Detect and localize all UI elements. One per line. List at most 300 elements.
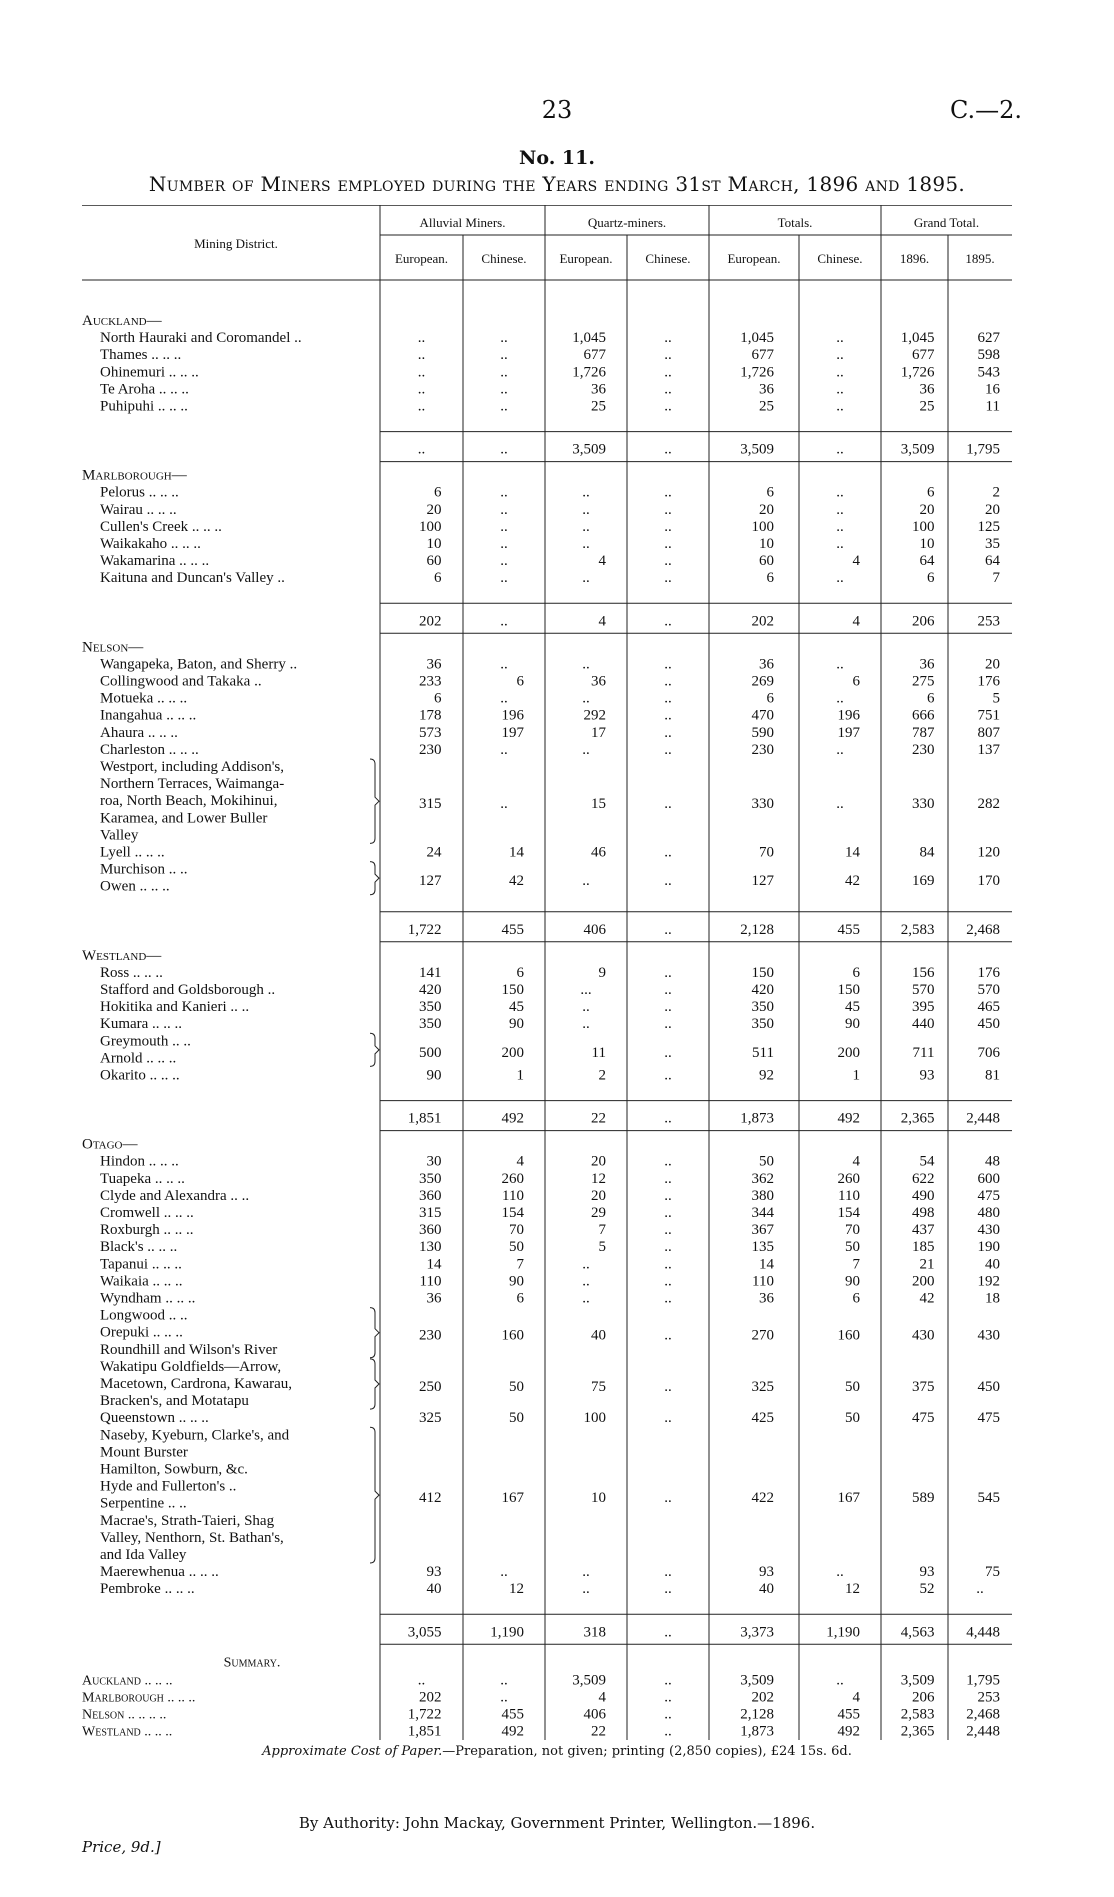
empty-cell: .. (664, 1624, 672, 1641)
district-name: Te Aroha .. .. .. (100, 381, 189, 398)
value-cell: 4 (852, 1153, 860, 1170)
empty-cell: ... (580, 982, 592, 998)
district-name: Queenstown .. .. .. (100, 1410, 209, 1427)
value-cell: 498 (912, 1205, 935, 1221)
empty-cell: .. (664, 999, 672, 1016)
empty-cell: .. (500, 553, 508, 570)
value-cell: 6 (516, 673, 524, 690)
value-cell: 11 (985, 398, 1000, 415)
empty-cell: .. (664, 518, 672, 535)
value-cell: 176 (977, 673, 1000, 690)
district-name: Wairau .. .. .. (100, 501, 177, 518)
value-cell: 160 (501, 1327, 524, 1344)
district-name: Black's .. .. .. (100, 1239, 178, 1256)
grouping-brace (370, 759, 379, 843)
table-number: No. 11. (519, 147, 595, 169)
empty-cell: .. (500, 690, 508, 707)
district-name: Mount Burster (100, 1444, 188, 1461)
value-cell: 127 (751, 873, 774, 890)
subtotal-cell: 4,448 (966, 1624, 1000, 1641)
summary-cell: 1,851 (407, 1723, 442, 1740)
value-cell: 70 (509, 1222, 524, 1239)
value-cell: 480 (977, 1205, 1000, 1221)
value-cell: 90 (845, 1016, 860, 1033)
value-cell: 50 (509, 1239, 524, 1256)
value-cell: 40 (426, 1581, 442, 1598)
value-cell: 20 (985, 501, 1000, 518)
summary-cell: 2,365 (900, 1723, 935, 1740)
value-cell: 200 (837, 1044, 860, 1061)
value-cell: 50 (845, 1239, 860, 1256)
value-cell: 10 (591, 1490, 606, 1507)
empty-cell: .. (664, 1490, 672, 1507)
subtotal-cell: 1,795 (966, 441, 1000, 458)
subtotal-cell: 22 (591, 1110, 606, 1127)
summary-cell: 202 (419, 1689, 442, 1706)
value-cell: 15 (591, 796, 606, 813)
value-cell: 4 (598, 553, 606, 570)
value-cell: 6 (852, 964, 860, 981)
empty-cell: .. (836, 1672, 844, 1689)
empty-cell: .. (664, 1273, 672, 1290)
value-cell: 677 (912, 347, 935, 364)
empty-cell: .. (664, 673, 672, 690)
empty-cell: .. (664, 1256, 672, 1273)
summary-cell: 455 (837, 1706, 860, 1723)
value-cell: 50 (759, 1153, 774, 1170)
value-cell: 50 (509, 1410, 524, 1427)
value-cell: 36 (919, 656, 935, 673)
empty-cell: .. (664, 1110, 672, 1127)
grouping-brace (370, 1308, 379, 1358)
value-cell: 6 (766, 690, 774, 707)
value-cell: 12 (509, 1581, 524, 1598)
value-cell: 42 (509, 873, 524, 890)
value-cell: 125 (977, 518, 1000, 535)
district-name: Stafford and Goldsborough .. (100, 982, 276, 998)
value-cell: 45 (509, 999, 524, 1016)
section-heading: Otago— (82, 1136, 138, 1153)
value-cell: 185 (912, 1239, 935, 1256)
empty-cell: .. (976, 1581, 984, 1598)
value-cell: 20 (759, 501, 774, 518)
value-cell: 6 (852, 1290, 860, 1307)
district-name: Wyndham .. .. .. (100, 1290, 196, 1307)
value-cell: 42 (919, 1290, 935, 1307)
empty-cell: .. (836, 501, 844, 518)
summary-cell: 1,795 (966, 1672, 1000, 1689)
value-cell: 120 (977, 844, 1000, 861)
district-name: Longwood .. .. (100, 1307, 188, 1324)
value-cell: 100 (583, 1410, 606, 1427)
district-name: Charleston .. .. .. (100, 741, 199, 758)
summary-district: Auckland .. .. .. (82, 1673, 173, 1689)
value-cell: 706 (977, 1044, 1000, 1061)
header-subcolumn: Chinese. (817, 251, 863, 266)
value-cell: 470 (751, 707, 774, 724)
value-cell: 178 (419, 707, 442, 724)
value-cell: 200 (501, 1044, 524, 1061)
district-name: Clyde and Alexandra .. .. (100, 1187, 250, 1204)
district-name: and Ida Valley (100, 1547, 187, 1563)
empty-cell: .. (417, 330, 426, 347)
value-cell: 282 (977, 796, 1000, 813)
value-cell: 90 (509, 1273, 524, 1290)
empty-cell: .. (664, 1689, 672, 1706)
value-cell: 380 (751, 1187, 774, 1204)
value-cell: 196 (837, 707, 860, 724)
section-heading: Auckland— (82, 313, 162, 329)
district-name: Northern Terraces, Waimanga- (100, 776, 285, 793)
empty-cell: .. (500, 570, 508, 587)
summary-cell: 4 (852, 1689, 860, 1706)
empty-cell: .. (664, 707, 672, 724)
district-name: Motueka .. .. .. (100, 690, 188, 707)
empty-cell: .. (664, 1170, 672, 1187)
section-heading: Marlborough— (82, 467, 187, 484)
subtotal-cell: 4 (598, 613, 606, 630)
value-cell: 6 (516, 964, 524, 981)
summary-district: Marlborough .. .. .. (82, 1690, 196, 1706)
district-name: Valley, Nenthorn, St. Bathan's, (100, 1529, 284, 1546)
value-cell: 150 (837, 982, 860, 998)
summary-heading: Summary. (223, 1655, 281, 1671)
summary-cell: 455 (501, 1706, 524, 1723)
table-title: Number of Miners employed during the Years ending 31st March, 1896 and 1895. (148, 172, 966, 196)
subtotal-cell: 2,583 (900, 921, 935, 938)
empty-cell: .. (664, 1581, 672, 1598)
value-cell: 17 (591, 724, 606, 741)
summary-cell: 2,468 (966, 1706, 1000, 1723)
value-cell: 90 (845, 1273, 860, 1290)
value-cell: 197 (501, 724, 524, 741)
value-cell: 20 (426, 501, 442, 518)
value-cell: 570 (977, 982, 1000, 998)
value-cell: 2 (992, 484, 1000, 501)
empty-cell: .. (582, 501, 590, 518)
value-cell: 20 (919, 501, 935, 518)
value-cell: 420 (419, 982, 442, 998)
value-cell: 110 (502, 1187, 524, 1204)
empty-cell: .. (664, 1290, 672, 1307)
miners-table (82, 205, 1012, 1740)
value-cell: 430 (977, 1327, 1000, 1344)
value-cell: 330 (912, 796, 935, 813)
value-cell: 90 (509, 1016, 524, 1033)
subtotal-cell: 1,851 (407, 1110, 442, 1127)
district-name: Murchison .. .. (100, 861, 188, 878)
empty-cell: .. (664, 330, 672, 347)
district-name: Wakamarina .. .. .. (100, 553, 210, 570)
district-name: Ross .. .. .. (100, 964, 163, 981)
grouping-brace (370, 862, 379, 895)
subtotal-cell: 3,509 (572, 441, 606, 458)
empty-cell: .. (836, 347, 844, 364)
empty-cell: .. (836, 441, 844, 458)
empty-cell: .. (664, 1205, 672, 1221)
value-cell: 10 (759, 536, 774, 552)
district-name: Tapanui .. .. .. (100, 1256, 182, 1273)
value-cell: 545 (977, 1490, 1000, 1507)
district-name: Kaituna and Duncan's Valley .. (100, 570, 285, 587)
value-cell: 6 (434, 690, 442, 707)
footnote-label: Approximate Cost of Paper. (262, 1744, 443, 1759)
empty-cell: .. (500, 1564, 508, 1581)
value-cell: 6 (434, 570, 442, 587)
empty-cell: .. (664, 796, 672, 813)
subtotal-cell: 3,373 (740, 1624, 774, 1641)
subtotal-cell: 1,190 (826, 1624, 860, 1641)
value-cell: 36 (759, 1290, 774, 1307)
value-cell: 150 (501, 982, 524, 998)
value-cell: 325 (419, 1410, 442, 1427)
value-cell: 450 (977, 1016, 1000, 1033)
district-name: Puhipuhi .. .. .. (100, 398, 188, 415)
value-cell: 36 (426, 656, 442, 673)
subtotal-cell: 3,509 (740, 441, 774, 458)
value-cell: 7 (992, 570, 1000, 587)
summary-district: Westland .. .. .. (82, 1724, 173, 1740)
district-name: Maerewhenua .. .. .. (100, 1564, 219, 1581)
empty-cell: .. (836, 656, 844, 673)
value-cell: 465 (977, 999, 1000, 1016)
district-name: Wangapeka, Baton, and Sherry .. (100, 656, 298, 673)
district-name: Orepuki .. .. .. (100, 1324, 183, 1341)
empty-cell: .. (664, 741, 672, 758)
value-cell: 412 (419, 1490, 442, 1507)
empty-cell: .. (664, 1410, 672, 1427)
subtotal-cell: 492 (837, 1110, 860, 1127)
empty-cell: .. (664, 536, 672, 552)
value-cell: 367 (751, 1222, 774, 1239)
value-cell: 395 (912, 999, 935, 1016)
value-cell: 270 (751, 1327, 774, 1344)
value-cell: 18 (985, 1290, 1000, 1307)
subtotal-cell: 202 (419, 613, 442, 630)
value-cell: 160 (837, 1327, 860, 1344)
value-cell: 24 (426, 844, 442, 861)
header-district: Mining District. (194, 236, 278, 251)
value-cell: 230 (912, 741, 935, 758)
value-cell: 46 (591, 844, 606, 861)
empty-cell: .. (836, 796, 844, 813)
empty-cell: .. (417, 441, 426, 458)
empty-cell: .. (836, 398, 844, 415)
district-name: North Hauraki and Coromandel .. (100, 330, 302, 347)
value-cell: 589 (912, 1490, 935, 1507)
value-cell: 325 (751, 1379, 774, 1395)
value-cell: 230 (419, 741, 442, 758)
subtotal-cell: 318 (583, 1624, 606, 1641)
header-grand-total: Grand Total. (913, 215, 980, 230)
empty-cell: .. (500, 656, 508, 673)
empty-cell: .. (664, 398, 672, 415)
district-name: Bracken's, and Motatapu (100, 1393, 249, 1410)
value-cell: 440 (912, 1016, 935, 1033)
empty-cell: .. (664, 441, 672, 458)
printer-imprint: By Authority: John Mackay, Government Printer, Wellington.—1896. (298, 1814, 816, 1832)
value-cell: 20 (985, 656, 1000, 673)
empty-cell: .. (664, 1706, 672, 1723)
district-name: Thames .. .. .. (100, 347, 182, 364)
value-cell: 21 (919, 1256, 935, 1273)
value-cell: 93 (426, 1564, 442, 1581)
value-cell: 350 (419, 1170, 442, 1187)
grouping-brace (370, 1427, 379, 1563)
value-cell: 60 (426, 553, 442, 570)
value-cell: 192 (977, 1273, 1000, 1290)
district-name: Serpentine .. .. (100, 1495, 187, 1512)
value-cell: 150 (751, 964, 774, 981)
value-cell: 156 (912, 964, 935, 981)
district-name: Hokitika and Kanieri .. .. (100, 999, 250, 1016)
value-cell: 233 (419, 673, 442, 690)
district-name: Ohinemuri .. .. .. (100, 364, 199, 381)
empty-cell: .. (836, 536, 844, 552)
value-cell: 1,726 (572, 364, 606, 381)
value-cell: 14 (426, 1256, 442, 1273)
value-cell: 45 (845, 999, 860, 1016)
subtotal-cell: 1,873 (740, 1110, 774, 1127)
empty-cell: .. (664, 1187, 672, 1204)
district-name: Cromwell .. .. .. (100, 1205, 194, 1221)
district-name: Okarito .. .. .. (100, 1067, 180, 1084)
value-cell: 50 (845, 1410, 860, 1427)
empty-cell: .. (500, 1689, 508, 1706)
value-cell: 360 (419, 1187, 442, 1204)
value-cell: 176 (977, 964, 1000, 981)
value-cell: 10 (919, 536, 935, 552)
page-number: 23 (541, 96, 573, 124)
value-cell: 230 (419, 1327, 442, 1344)
value-cell: 100 (912, 518, 935, 535)
value-cell: 6 (927, 570, 935, 587)
empty-cell: .. (500, 364, 508, 381)
value-cell: 330 (751, 796, 774, 813)
grouping-brace (370, 1359, 379, 1409)
district-name: Arnold .. .. .. (100, 1050, 177, 1067)
footnote-text: —Preparation, not given; printing (2,850 copies), £24 15s. 6d. (442, 1744, 852, 1759)
summary-cell: 206 (912, 1689, 935, 1706)
value-cell: 36 (591, 673, 606, 690)
empty-cell: .. (664, 1723, 672, 1740)
value-cell: 590 (751, 724, 774, 741)
value-cell: 12 (845, 1581, 860, 1598)
value-cell: 35 (985, 536, 1000, 552)
empty-cell: .. (500, 741, 508, 758)
district-name: Pelorus .. .. .. (100, 484, 179, 501)
value-cell: 70 (845, 1222, 860, 1239)
empty-cell: .. (836, 484, 844, 501)
subtotal-cell: 2,448 (966, 1110, 1000, 1127)
value-cell: 1 (516, 1067, 524, 1084)
value-cell: 36 (919, 381, 935, 398)
empty-cell: .. (417, 347, 426, 364)
empty-cell: .. (664, 501, 672, 518)
empty-cell: .. (664, 381, 672, 398)
subtotal-cell: 455 (837, 921, 860, 938)
value-cell: 141 (419, 964, 442, 981)
value-cell: 260 (837, 1170, 860, 1187)
summary-cell: 3,509 (572, 1672, 606, 1689)
value-cell: 6 (927, 690, 935, 707)
value-cell: 430 (912, 1327, 935, 1344)
subtotal-cell: 3,055 (407, 1624, 442, 1641)
header-subcolumn: European. (559, 251, 613, 266)
district-name: Hyde and Fullerton's .. (100, 1478, 237, 1495)
value-cell: 450 (977, 1379, 1000, 1395)
value-cell: 475 (977, 1187, 1000, 1204)
value-cell: 1,726 (740, 364, 774, 381)
value-cell: 93 (919, 1067, 935, 1084)
value-cell: 14 (509, 844, 524, 861)
subtotal-cell: 2,128 (740, 921, 774, 938)
empty-cell: .. (664, 921, 672, 938)
district-name: Tuapeka .. .. .. (100, 1170, 185, 1187)
empty-cell: .. (664, 656, 672, 673)
empty-cell: .. (582, 999, 590, 1016)
summary-cell: 1,873 (740, 1723, 774, 1740)
value-cell: 84 (919, 844, 935, 861)
section-heading: Westland— (82, 947, 162, 964)
empty-cell: .. (582, 656, 590, 673)
header-subcolumn: European. (727, 251, 781, 266)
empty-cell: .. (500, 398, 508, 415)
value-cell: 14 (759, 1256, 774, 1273)
value-cell: 622 (912, 1170, 935, 1187)
empty-cell: .. (664, 484, 672, 501)
value-cell: 4 (516, 1153, 524, 1170)
value-cell: 54 (919, 1153, 935, 1170)
empty-cell: .. (836, 690, 844, 707)
empty-cell: .. (582, 1290, 590, 1307)
header-subcolumn: 1895. (965, 251, 995, 266)
value-cell: 70 (759, 844, 774, 861)
district-name: Macrae's, Strath-Taieri, Shag (100, 1512, 275, 1529)
empty-cell: .. (582, 1564, 590, 1581)
summary-cell: 253 (977, 1689, 1000, 1706)
empty-cell: .. (582, 873, 590, 890)
value-cell: 10 (426, 536, 442, 552)
subtotal-cell: 206 (912, 613, 935, 630)
value-cell: 600 (977, 1170, 1000, 1187)
footnote (0, 1744, 1114, 1759)
value-cell: 490 (912, 1187, 935, 1204)
value-cell: 50 (845, 1379, 860, 1395)
value-cell: 110 (838, 1187, 860, 1204)
value-cell: 75 (985, 1564, 1000, 1581)
value-cell: 787 (912, 724, 935, 741)
subtotal-cell: 1,722 (407, 921, 442, 938)
district-name: Macetown, Cardrona, Kawarau, (100, 1376, 293, 1392)
value-cell: 437 (912, 1222, 935, 1239)
value-cell: 1,726 (900, 364, 935, 381)
value-cell: 100 (751, 518, 774, 535)
empty-cell: .. (664, 1067, 672, 1084)
empty-cell: .. (836, 570, 844, 587)
header-totals: Totals. (777, 215, 813, 230)
value-cell: 16 (985, 381, 1000, 398)
value-cell: 570 (912, 982, 935, 998)
value-cell: 200 (912, 1273, 935, 1290)
value-cell: 350 (419, 1016, 442, 1033)
district-name: Hindon .. .. .. (100, 1153, 179, 1170)
value-cell: 196 (501, 707, 524, 724)
value-cell: 6 (766, 570, 774, 587)
district-name: Naseby, Kyeburn, Clarke's, and (100, 1427, 290, 1444)
value-cell: 50 (509, 1379, 524, 1395)
value-cell: 25 (591, 398, 606, 415)
